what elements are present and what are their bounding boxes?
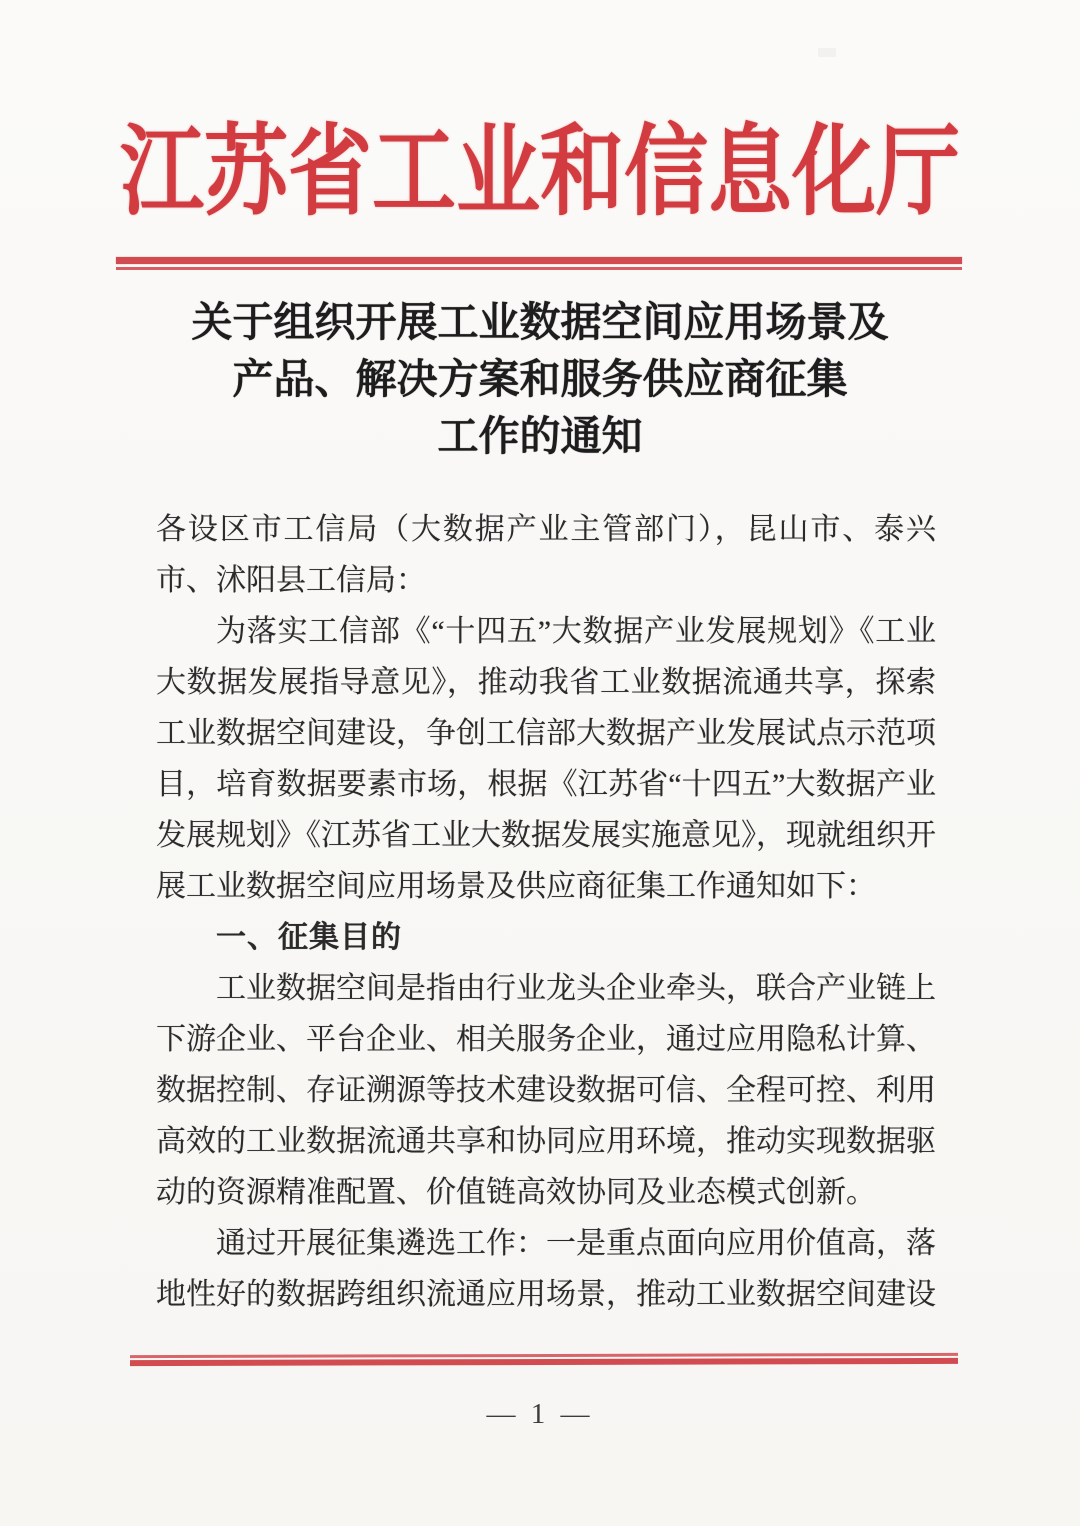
document-title-line-3: 工作的通知: [437, 413, 643, 459]
document-title-line-2: 产品、解决方案和服务供应商征集: [232, 356, 848, 402]
salutation-line: 各设区市工信局（大数据产业主管部门），昆山市、泰兴市、沭阳县工信局：: [156, 513, 936, 597]
separator-thick-bar: [116, 257, 962, 264]
page-number: — 1 —: [486, 1398, 594, 1430]
body-paragraph-2: 工业数据空间是指由行业龙头企业牵头，联合产业链上下游企业、平台企业、相关服务企业，通过应用隐私计算、数据控制、存证溯源等技术建设数据可信、全程可控、利用高效的工业数据流通共享和协同应用环境，推动实现数据驱动的资源精准配置、价值链高效协同及业态模式创新。: [156, 972, 936, 1209]
footer-separator-rule: [130, 1353, 958, 1366]
letterhead-agency-title: 江苏省工业和信息化厅: [119, 118, 960, 228]
document-title: [0, 294, 1080, 465]
section-heading-collection-purpose: 一、征集目的: [216, 921, 402, 954]
scan-artifact: [818, 48, 836, 57]
body-paragraph-3: 通过开展征集遴选工作：一是重点面向应用价值高，落地性好的数据跨组织流通应用场景，推动工业数据空间建设: [156, 1227, 936, 1311]
document-body: [156, 504, 936, 1320]
separator-thick-bar: [130, 1358, 958, 1366]
body-paragraph-1: 为落实工信部《“十四五”大数据产业发展规划》《工业大数据发展指导意见》，推动我省工业数据流通共享，探索工业数据空间建设，争创工信部大数据产业发展试点示范项目，培育数据要素市场，根据《江苏省“十四五”大数据产业发展规划》《江苏省工业大数据发展实施意见》，现就组织开展工业数据空间应用场景及供应商征集工作通知如下：: [156, 615, 936, 903]
separator-thin-bar: [116, 267, 962, 270]
document-title-line-1: 关于组织开展工业数据空间应用场景及: [191, 299, 889, 345]
letterhead-separator-rule: [116, 257, 962, 270]
